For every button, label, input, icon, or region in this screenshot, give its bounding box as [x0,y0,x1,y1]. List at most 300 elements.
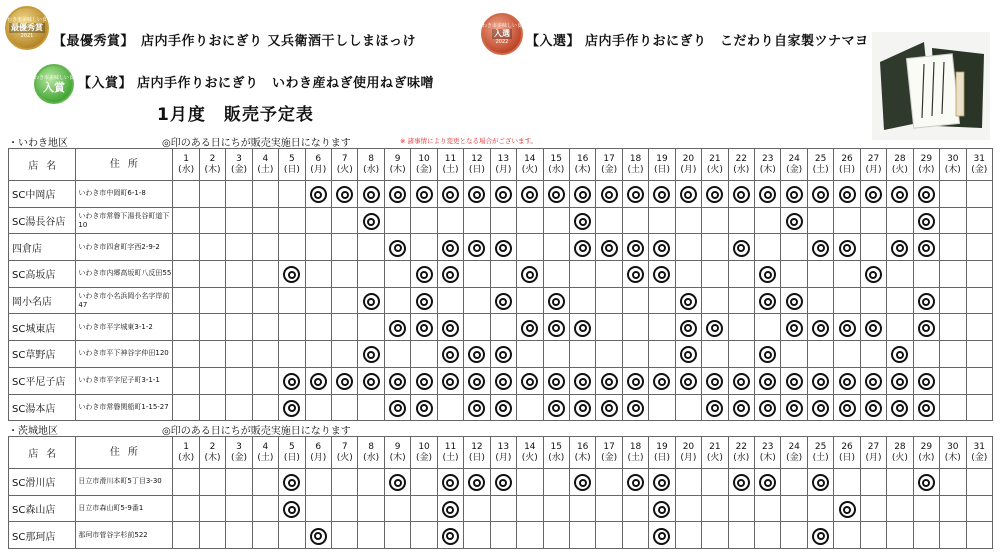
day-cell [279,469,305,496]
day-cell [728,181,754,208]
day-cell [807,495,833,522]
day-weekday: (火) [706,452,723,463]
day-cell [464,469,490,496]
day-cell [966,367,992,394]
day-header [569,437,595,469]
day-cell [702,469,728,496]
store-address: いわき市平下神谷字仲田120 [76,341,173,368]
day-cell [887,207,913,234]
day-cell [199,469,225,496]
day-cell [411,181,437,208]
day-cell [279,287,305,314]
day-cell [332,261,358,288]
day-weekday: (火) [706,164,723,175]
day-number: 29 [920,441,933,452]
day-weekday: (土) [257,452,274,463]
day-cell [966,314,992,341]
day-cell [199,314,225,341]
sale-day-mark-icon [786,186,803,203]
day-cell [305,261,331,288]
day-cell [755,394,781,421]
day-weekday: (日) [283,164,300,175]
day-cell [807,394,833,421]
sale-day-mark-icon [442,346,459,363]
day-number: 4 [262,153,269,164]
day-cell [887,367,913,394]
day-cell [940,367,966,394]
day-cell [834,261,860,288]
day-cell [966,341,992,368]
sale-day-mark-icon [627,400,644,417]
day-weekday: (木) [574,164,591,175]
day-cell [543,181,569,208]
sale-day-mark-icon [495,293,512,310]
day-number: 2 [209,153,216,164]
sale-day-mark-icon [812,400,829,417]
schedule-table [8,148,993,421]
day-cell [622,261,648,288]
day-cell [226,181,252,208]
day-cell [781,314,807,341]
day-cell [252,207,278,234]
store-row [9,181,993,208]
region-note: ◎印のある日にちが販売実施日になります [162,426,351,437]
day-cell [464,341,490,368]
sale-day-mark-icon [918,400,935,417]
day-cell [834,207,860,234]
day-cell [728,367,754,394]
sale-day-mark-icon [310,186,327,203]
sale-day-mark-icon [891,240,908,257]
sale-day-mark-icon [891,400,908,417]
day-cell [437,314,463,341]
day-cell [675,522,701,549]
day-header [728,149,754,181]
day-cell [834,181,860,208]
day-cell [384,367,410,394]
region-iwaki [0,133,1000,421]
sale-day-mark-icon [733,240,750,257]
store-address: 日立市滑川本町5丁目3-30 [76,469,173,496]
day-cell [781,181,807,208]
sale-day-mark-icon [574,186,591,203]
sale-day-mark-icon [680,346,697,363]
store-name: SC平尼子店 [9,367,76,394]
day-cell [437,181,463,208]
day-cell [596,181,622,208]
day-cell [384,469,410,496]
day-number: 23 [762,153,774,164]
day-cell [649,261,675,288]
sale-day-mark-icon [283,373,300,390]
day-number: 1 [183,153,189,164]
day-number: 12 [471,441,483,452]
day-cell [702,234,728,261]
day-cell [622,341,648,368]
day-cell [226,234,252,261]
day-header [702,149,728,181]
day-weekday: (土) [442,452,459,463]
sale-day-mark-icon [442,474,459,491]
day-weekday: (金) [971,452,988,463]
day-cell [755,207,781,234]
day-header [464,437,490,469]
award-badge-red [477,13,528,55]
day-weekday: (水) [178,164,195,175]
day-number: 7 [341,441,348,452]
sale-day-mark-icon [680,373,697,390]
day-cell [490,341,516,368]
sale-day-mark-icon [653,240,670,257]
day-cell [702,314,728,341]
day-cell [940,469,966,496]
day-cell [596,469,622,496]
day-cell [490,314,516,341]
day-cell [622,314,648,341]
day-weekday: (木) [759,164,776,175]
day-cell [675,207,701,234]
sale-day-mark-icon [389,186,406,203]
sale-day-mark-icon [627,266,644,283]
day-cell [966,261,992,288]
day-header [252,437,278,469]
day-cell [437,367,463,394]
sale-day-mark-icon [839,501,856,518]
sale-day-mark-icon [733,474,750,491]
day-weekday: (木) [944,164,961,175]
day-weekday: (日) [839,164,856,175]
day-header [517,437,543,469]
day-cell [305,522,331,549]
sale-day-mark-icon [786,293,803,310]
day-cell [913,287,939,314]
day-weekday: (火) [336,164,353,175]
day-cell [358,207,384,234]
day-cell [226,495,252,522]
day-cell [490,207,516,234]
sale-day-mark-icon [416,320,433,337]
day-cell [569,181,595,208]
day-cell [913,314,939,341]
day-cell [437,261,463,288]
day-cell [755,181,781,208]
sale-day-mark-icon [389,320,406,337]
day-cell [173,367,199,394]
day-header [596,437,622,469]
day-cell [517,207,543,234]
sale-day-mark-icon [918,213,935,230]
day-cell [860,234,886,261]
day-cell [305,207,331,234]
day-cell [199,261,225,288]
day-weekday: (日) [653,452,670,463]
store-row [9,469,993,496]
day-cell [517,314,543,341]
day-cell [199,234,225,261]
sale-day-mark-icon [416,186,433,203]
day-number: 28 [894,153,906,164]
sale-day-mark-icon [759,266,776,283]
day-header [649,437,675,469]
day-weekday: (月) [865,452,882,463]
day-header [437,149,463,181]
day-weekday: (水) [178,452,195,463]
sale-day-mark-icon [918,240,935,257]
store-name: SC滑川店 [9,469,76,496]
sale-day-mark-icon [495,474,512,491]
sale-day-mark-icon [389,400,406,417]
day-cell [569,522,595,549]
day-cell [675,341,701,368]
day-cell [834,522,860,549]
day-weekday: (木) [759,452,776,463]
day-cell [887,522,913,549]
store-row [9,261,993,288]
day-number: 18 [629,441,642,452]
sale-day-mark-icon [865,373,882,390]
store-address: いわき市小名浜岡小名字岸前47 [76,287,173,314]
day-cell [173,261,199,288]
day-cell [199,495,225,522]
day-cell [887,261,913,288]
day-number: 16 [576,441,589,452]
sale-day-mark-icon [468,346,485,363]
sale-day-mark-icon [786,400,803,417]
day-number: 1 [183,441,189,452]
sale-day-mark-icon [548,293,565,310]
day-cell [702,287,728,314]
day-cell [437,287,463,314]
day-number: 12 [471,153,483,164]
day-cell [966,394,992,421]
day-number: 4 [262,441,269,452]
day-weekday: (日) [839,452,856,463]
sale-day-mark-icon [653,186,670,203]
sale-day-mark-icon [759,373,776,390]
day-cell [464,234,490,261]
store-row [9,394,993,421]
day-cell [358,522,384,549]
sale-day-mark-icon [283,474,300,491]
sale-day-mark-icon [336,373,353,390]
day-cell [543,341,569,368]
day-cell [940,234,966,261]
sale-day-mark-icon [759,346,776,363]
day-cell [569,207,595,234]
day-number: 14 [524,153,536,164]
day-cell [411,367,437,394]
day-weekday: (火) [891,164,908,175]
day-cell [569,367,595,394]
day-header [199,149,225,181]
day-cell [807,314,833,341]
day-cell [490,367,516,394]
day-cell [569,314,595,341]
award-badge-main-text: 最優秀賞 [11,23,43,32]
day-header [543,437,569,469]
day-number: 24 [788,153,800,164]
sale-day-mark-icon [389,373,406,390]
day-cell [649,394,675,421]
sale-day-mark-icon [601,373,618,390]
day-header [411,149,437,181]
sale-day-mark-icon [733,186,750,203]
day-cell [728,234,754,261]
day-weekday: (水) [363,452,380,463]
sale-day-mark-icon [839,240,856,257]
sale-day-mark-icon [363,186,380,203]
day-header [622,149,648,181]
day-number: 22 [735,441,748,452]
day-weekday: (水) [733,164,750,175]
day-cell [675,469,701,496]
day-number: 22 [735,153,748,164]
day-header [755,149,781,181]
day-cell [913,495,939,522]
award-badge-main-text: 入選 [494,29,510,38]
sale-day-mark-icon [786,320,803,337]
sale-day-mark-icon [891,373,908,390]
day-number: 21 [709,441,721,452]
day-cell [173,341,199,368]
sale-day-mark-icon [416,293,433,310]
store-address: いわき市平字尼子町3-1-1 [76,367,173,394]
day-cell [781,522,807,549]
day-cell [649,287,675,314]
day-number: 6 [315,153,322,164]
day-cell [384,522,410,549]
day-header [332,149,358,181]
award-badge-year: 2021 [20,33,34,39]
store-column-header: 店名 [9,437,76,469]
sale-day-mark-icon [627,373,644,390]
day-header [252,149,278,181]
day-header [966,149,992,181]
sale-day-mark-icon [653,266,670,283]
day-weekday: (土) [812,164,829,175]
day-header [279,149,305,181]
sale-day-mark-icon [812,373,829,390]
day-cell [940,341,966,368]
day-cell [781,207,807,234]
day-header [226,437,252,469]
sale-day-mark-icon [495,373,512,390]
day-weekday: (水) [363,164,380,175]
day-cell [226,287,252,314]
day-number: 11 [444,441,457,452]
sale-day-mark-icon [759,474,776,491]
sale-day-mark-icon [363,373,380,390]
sale-day-mark-icon [706,320,723,337]
day-cell [649,367,675,394]
sale-day-mark-icon [363,346,380,363]
day-cell [437,522,463,549]
day-cell [358,234,384,261]
day-cell [517,367,543,394]
sale-day-mark-icon [521,186,538,203]
day-cell [569,469,595,496]
day-header [437,437,463,469]
day-cell [411,341,437,368]
day-cell [966,469,992,496]
sale-day-mark-icon [442,320,459,337]
day-number: 30 [947,441,959,452]
sale-day-mark-icon [759,400,776,417]
day-header [913,437,939,469]
day-cell [649,522,675,549]
day-header [781,437,807,469]
sale-day-mark-icon [495,240,512,257]
day-cell [913,367,939,394]
day-weekday: (水) [918,452,935,463]
sale-day-mark-icon [839,400,856,417]
day-cell [728,261,754,288]
day-cell [384,495,410,522]
sale-day-mark-icon [759,186,776,203]
day-number: 10 [418,441,430,452]
day-cell [411,234,437,261]
day-cell [728,469,754,496]
day-header [807,149,833,181]
day-cell [199,287,225,314]
day-cell [755,469,781,496]
day-cell [755,495,781,522]
day-cell [913,234,939,261]
store-name: 岡小名店 [9,287,76,314]
day-cell [860,314,886,341]
day-cell [490,287,516,314]
award-badge-top-text: いわき市美味しい食の [477,23,528,29]
day-cell [464,394,490,421]
day-weekday: (日) [468,164,485,175]
day-header [358,437,384,469]
sale-day-mark-icon [389,240,406,257]
day-cell [252,181,278,208]
day-cell [834,469,860,496]
day-header [675,149,701,181]
day-cell [199,341,225,368]
day-cell [596,522,622,549]
day-cell [411,394,437,421]
region-name: ・いわき地区 [8,138,68,149]
day-cell [702,522,728,549]
day-weekday: (水) [733,452,750,463]
store-row [9,341,993,368]
award-prize: 【入賞】 店内手作りおにぎり いわき産ねぎ使用ねぎ味噌 [78,76,435,91]
day-weekday: (日) [653,164,670,175]
sale-day-mark-icon [733,400,750,417]
day-cell [807,234,833,261]
day-cell [252,261,278,288]
day-header [860,437,886,469]
day-cell [384,181,410,208]
sale-day-mark-icon [627,186,644,203]
day-cell [437,469,463,496]
day-number: 11 [444,153,457,164]
day-cell [940,394,966,421]
day-cell [252,367,278,394]
day-cell [860,207,886,234]
day-number: 31 [973,153,985,164]
day-number: 17 [603,153,615,164]
onigiri-product-photo [872,32,990,140]
day-cell [279,367,305,394]
day-cell [728,287,754,314]
day-cell [411,522,437,549]
sale-day-mark-icon [812,240,829,257]
day-cell [887,181,913,208]
day-cell [252,495,278,522]
